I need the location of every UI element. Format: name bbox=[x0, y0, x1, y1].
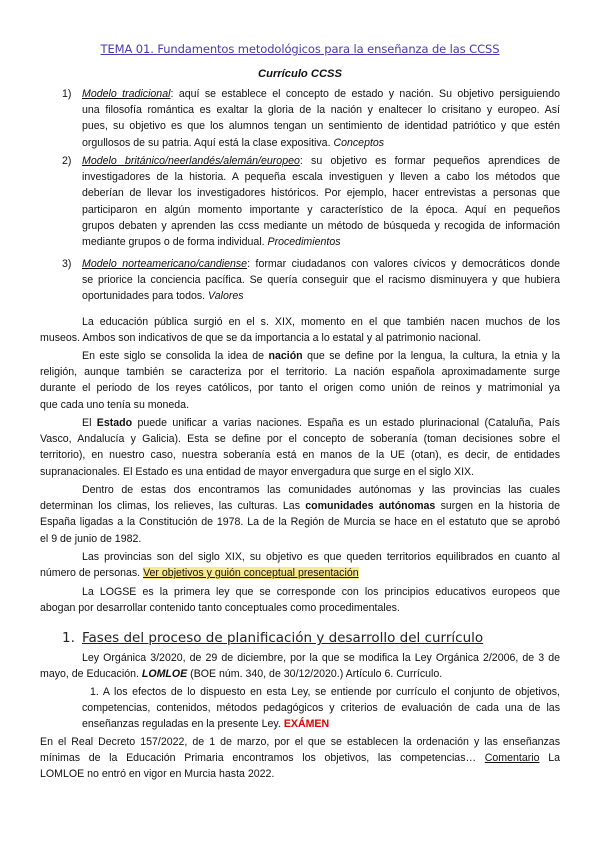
list-item-tag: Valores bbox=[208, 290, 244, 303]
list-number: 1) bbox=[62, 88, 72, 100]
term-lomloe: LOMLOE bbox=[141, 668, 188, 681]
term-communities: comunidades autónomas bbox=[305, 500, 436, 513]
paragraph-education: La educación pública surgió en el s. XIX, momento en el que también nacen muchos de los museos. Ambos son indicativos de que se da importancia a lo estatal y al patrimonio nacional. bbox=[40, 316, 560, 345]
section-title: Fases del proceso de planificación y desarrollo del currículo bbox=[82, 630, 484, 646]
list-item-tag: Conceptos bbox=[333, 136, 385, 149]
paragraph-law: Ley Orgánica 3/2020, de 29 de diciembre, por la que se modifica la Ley Orgánica 2/2006, de 3 de mayo, de Educación. LOMLOE (BOE núm. 340, de 30/12/2020.) Artículo 6. Currículo. bbox=[40, 652, 560, 681]
list-item-label: Modelo tradicional bbox=[82, 88, 171, 100]
list-item-text: : aquí se establece el concepto de estado y nación. Su objetivo persiguiendo bbox=[170, 88, 560, 100]
paragraph-nation: En este siglo se consolida la idea de nación que se define por la lengua, la cultura, la etnia y la religión, aunque también se caracteriza por el territorio. La nación española aproximadamente surge durante el periodo de los reyes católicos, por tanto el origen como unión de reinos y matrimonial ya que cada uno tenía su moneda. bbox=[40, 350, 560, 411]
paragraph-logse: La LOGSE es la primera ley que se corresponde con los principios educativos europeos que abogan por desarrollar contenido tanto conceptuales como procedimentales. bbox=[40, 586, 560, 615]
list-number: 2) bbox=[62, 155, 72, 167]
list-item-1: Modelo tradicional: aquí se establece el concepto de estado y nación. Su objetivo persiguiendo una filosofía romántica es exaltar la gloria de la nación y enaltecer lo crisitano y europeo. Así pues, su objetivo es que los alumnos tengan un sentimiento de identidad patriótico y que estén orgullosos de su patria. Aquí está la clase expositiva. Conceptos bbox=[82, 88, 560, 149]
paragraph-royal-decree: En el Real Decreto 157/2022, de 1 de marzo, por el que se establecen la ordenación y las enseñanzas mínimas de la Educación Primaria encontramos los objetivos, las competencias… Comentario La LOMLOE no entró en vigor en Murcia hasta 2022. bbox=[40, 736, 560, 781]
comment-link[interactable]: Comentario bbox=[484, 752, 540, 765]
term-nation: nación bbox=[268, 350, 303, 362]
section-subtitle: Currículo CCSS bbox=[258, 68, 342, 80]
paragraph-communities: Dentro de estas dos encontramos las comunidades autónomas y las provincias las cuales determinan los climas, los relieves, las culturas. Las comunidades autónomas surgen en la historia de España ligadas a la Constitución de 1978. La de la Región de Murcia se hace en el estatuto que se aprobó el 9 de junio de 1982. bbox=[40, 484, 560, 545]
section-number: 1. bbox=[62, 630, 75, 646]
paragraph-curriculum-definition: 1. A los efectos de lo dispuesto en esta Ley, se entiende por currículo el conjunto de objetivos, competencias, contenidos, métodos pedagógicos y criterios de evaluación de cada una de las enseñanzas reguladas en la presente Ley. EXÁMEN bbox=[82, 686, 560, 731]
page-title: TEMA 01. Fundamentos metodológicos para la enseñanza de las CCSS bbox=[100, 42, 500, 56]
list-item-2: Modelo británico/neerlandés/alemán/europeo: su objetivo es formar pequeños aprendices de investigadores de la historia. A pequeña escala investiguen y lleven a cabo los métodos que deberían de llevar los investigadores históricos. Por ejemplo, hacer entrevistas a personas que participaron en algún momento importante y característico de la época. Aquí en pequeños grupos debaten y aprenden las ccss mediante un método de búsqueda y recogida de información mediante grupos o de forma individual. Procedimientos bbox=[82, 155, 560, 249]
term-state: Estado bbox=[96, 417, 133, 429]
list-item-3: Modelo norteamericano/candiense: formar ciudadanos con valores cívicos y democráticos donde se priorice la conciencia pacífica. Se quería conseguir que el racismo disminuyera y que hubiera oportunidades para todos. Valores bbox=[82, 258, 560, 303]
list-number: 3) bbox=[62, 258, 72, 270]
paragraph-provinces: Las provincias son del siglo XIX, su objetivo es que queden territorios equilibrados en cuanto al número de personas. Ver objetivos y guión conceptual presentación bbox=[40, 551, 560, 580]
paragraph-state: El Estado puede unificar a varias naciones. España es un estado plurinacional (Cataluña, País Vasco, Andalucía y Galicia). Esta se define por el concepto de soberanía (toman decisiones sobre el territorio), en nuestro caso, nuestra soberanía está en manos de la UE (otan), es decir, de entidades supranacionales. El Estado es una entidad de mayor envergadura que surge en el siglo XIX. bbox=[40, 417, 560, 478]
presentation-link[interactable]: Ver objetivos y guión conceptual presentación bbox=[143, 567, 359, 580]
list-item-label: Modelo norteamericano/candiense bbox=[82, 258, 248, 270]
section-heading bbox=[62, 630, 483, 646]
list-item-label: Modelo británico/neerlandés/alemán/europeo bbox=[82, 155, 300, 167]
exam-badge: EXÁMEN bbox=[283, 718, 330, 731]
list-item-tag: Procedimientos bbox=[267, 236, 341, 249]
